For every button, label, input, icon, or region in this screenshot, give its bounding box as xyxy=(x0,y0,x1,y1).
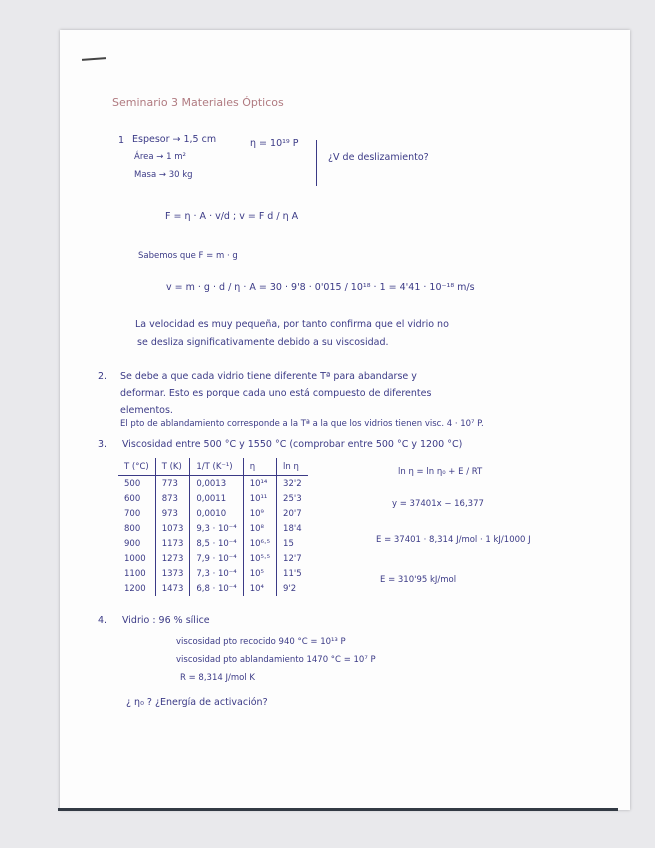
table-cell: 1273 xyxy=(155,551,190,566)
table-cell: 10⁸ xyxy=(243,521,276,536)
p3-equation-2: y = 37401x − 16,377 xyxy=(392,499,484,509)
p1-conclusion-line-2: se desliza significativamente debido a su viscosidad. xyxy=(137,337,389,348)
p3-equation-1: ln η = ln η₀ + E / RT xyxy=(398,467,483,477)
problem-1-number: 1 xyxy=(118,135,125,146)
p2-line-2: deformar. Esto es porque cada uno está compuesto de diferentes xyxy=(120,388,432,399)
table-header: ln η xyxy=(277,458,308,476)
p3-equation-4: E = 310'95 kJ/mol xyxy=(380,575,457,585)
table-row xyxy=(118,566,308,581)
p1-conclusion-line-1: La velocidad es muy pequeña, por tanto confirma que el vidrio no xyxy=(135,319,449,330)
table-cell: 1200 xyxy=(118,581,155,596)
p3-equation-3: E = 37401 · 8,314 J/mol · 1 kJ/1000 J xyxy=(376,535,531,545)
table-cell: 0,0010 xyxy=(190,506,243,521)
table-cell: 10¹⁴ xyxy=(243,476,276,492)
table-cell: 9'2 xyxy=(283,583,297,594)
table-row xyxy=(118,476,308,492)
table-cell: 11'5 xyxy=(283,568,302,579)
table-cell: 10⁵ xyxy=(243,566,276,581)
table-cell: 20'7 xyxy=(283,508,302,519)
p2-line-1: Se debe a que cada vidrio tiene diferente Tª para abandarse y xyxy=(120,371,417,382)
table-cell: 6,8 · 10⁻⁴ xyxy=(190,581,243,596)
table-header: T (°C) xyxy=(118,458,155,476)
p4-line-1: Vidrio : 96 % sílice xyxy=(122,615,210,626)
p3-heading: Viscosidad entre 500 °C y 1550 °C (comprobar entre 500 °C y 1200 °C) xyxy=(122,439,463,450)
table-cell: 500 xyxy=(118,476,155,492)
p4-line-2: viscosidad pto recocido 940 °C = 10¹³ P xyxy=(176,637,346,647)
p1-sabemos: Sabemos que F = m · g xyxy=(138,251,238,261)
table-cell: 9,3 · 10⁻⁴ xyxy=(190,521,243,536)
table-cell: 1000 xyxy=(118,551,155,566)
table-cell: 1100 xyxy=(118,566,155,581)
p1-question: ¿V de deslizamiento? xyxy=(328,152,429,163)
table-cell: 10⁴ xyxy=(243,581,276,596)
p4-line-5: ¿ η₀ ? ¿Energía de activación? xyxy=(126,697,268,708)
table-cell: 15 xyxy=(283,538,294,549)
brace-symbol xyxy=(316,140,323,186)
p1-area: Área → 1 m² xyxy=(134,152,186,162)
table-cell: 10⁶·⁵ xyxy=(243,536,276,551)
table-row xyxy=(118,581,308,596)
table-cell: 1473 xyxy=(155,581,190,596)
table-header: 1/T (K⁻¹) xyxy=(190,458,243,476)
table-cell: 873 xyxy=(155,491,190,506)
table-header: T (K) xyxy=(155,458,190,476)
p4-line-3: viscosidad pto ablandamiento 1470 °C = 10⁷ P xyxy=(176,655,376,665)
table-cell: 0,0013 xyxy=(190,476,243,492)
problem-2-number: 2. xyxy=(98,371,108,382)
table-cell: 32'2 xyxy=(283,478,302,489)
table-cell: 18'4 xyxy=(283,523,302,534)
table-cell: 7,9 · 10⁻⁴ xyxy=(190,551,243,566)
table-cell: 600 xyxy=(118,491,155,506)
p2-line-4: El pto de ablandamiento corresponde a la Tª a la que los vidrios tienen visc. 4 · 10⁷ P. xyxy=(120,419,484,429)
viscosity-table xyxy=(118,458,308,596)
table-cell: 25'3 xyxy=(283,493,302,504)
table-cell: 0,0011 xyxy=(190,491,243,506)
p1-masa: Masa → 30 kg xyxy=(134,170,193,180)
table-row xyxy=(118,506,308,521)
table-row xyxy=(118,521,308,536)
p1-formula: F = η · A · v/d ; v = F d / η A xyxy=(165,211,299,222)
problem-3-number: 3. xyxy=(98,439,108,450)
p1-calculation: v = m · g · d / η · A = 30 · 9'8 · 0'015 / 10¹⁸ · 1 = 4'41 · 10⁻¹⁸ m/s xyxy=(166,282,475,293)
table-cell: 10⁹ xyxy=(243,506,276,521)
table-cell: 7,3 · 10⁻⁴ xyxy=(190,566,243,581)
problem-4-number: 4. xyxy=(98,615,108,626)
table-cell: 900 xyxy=(118,536,155,551)
table-row xyxy=(118,536,308,551)
table-cell: 800 xyxy=(118,521,155,536)
p2-line-3: elementos. xyxy=(120,405,173,416)
sheet-bottom-edge xyxy=(58,808,618,811)
table-cell: 1173 xyxy=(155,536,190,551)
table-cell: 10¹¹ xyxy=(243,491,276,506)
p1-eta: η = 10¹⁹ P xyxy=(250,138,299,149)
p1-espesor: Espesor → 1,5 cm xyxy=(132,134,217,145)
table-cell: 1373 xyxy=(155,566,190,581)
table-cell: 700 xyxy=(118,506,155,521)
table-cell: 10⁵·⁵ xyxy=(243,551,276,566)
table-header: η xyxy=(243,458,276,476)
page-title: Seminario 3 Materiales Ópticos xyxy=(112,96,284,109)
table-row xyxy=(118,551,308,566)
table-cell: 12'7 xyxy=(283,553,302,564)
table-cell: 8,5 · 10⁻⁴ xyxy=(190,536,243,551)
table-header-row xyxy=(118,458,308,476)
table-row xyxy=(118,491,308,506)
p4-line-4: R = 8,314 J/mol K xyxy=(180,673,255,683)
table-cell: 973 xyxy=(155,506,190,521)
table-cell: 773 xyxy=(155,476,190,492)
table-cell: 1073 xyxy=(155,521,190,536)
